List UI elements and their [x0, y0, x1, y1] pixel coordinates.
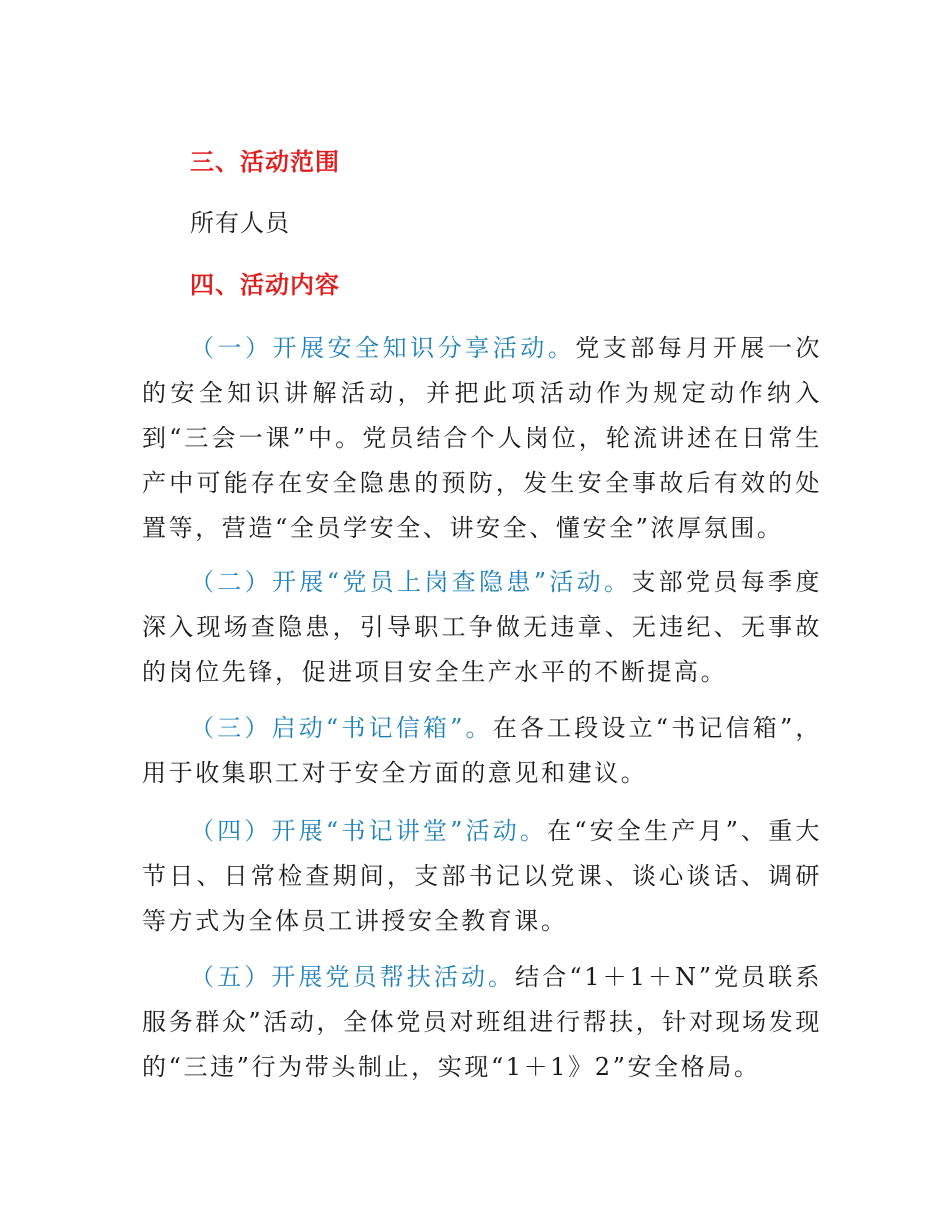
- content-item-3: [142, 706, 822, 796]
- item-body: 结合“1＋1＋N”党员联系服务群众”活动，全体党员对班组进行帮扶，针对现场发现的“三违”行为带头制止，实现“1＋1》2”安全格局。: [142, 963, 822, 1081]
- scope-text: 所有人员: [190, 209, 290, 237]
- item-body: 支部党员每季度深入现场查隐患，引导职工争做无违章、无违纪、无事故的岗位先锋，促进项目安全生产水平的不断提高。: [142, 568, 822, 686]
- item-lead: （二）开展“党员上岗查隐患”活动。: [190, 568, 632, 596]
- item-body: 在各工段设立“书记信箱”，用于收集职工对于安全方面的意见和建议。: [142, 714, 822, 787]
- section-heading-content: 四、活动内容: [190, 271, 340, 299]
- item-body: 党支部每月开展一次的安全知识讲解活动，并把此项活动作为规定动作纳入到“三会一课”中。党员结合个人岗位，轮流讲述在日常生产中可能存在安全隐患的预防，发生安全事故后有效的处置等，营造“全员学安全、讲安全、懂安全”浓厚氛围。: [142, 334, 822, 542]
- item-lead: （三）启动“书记信箱”。: [190, 714, 493, 742]
- content-item-1: [142, 326, 822, 551]
- content-item-5: [142, 955, 822, 1090]
- item-lead: （四）开展“书记讲堂”活动。: [190, 817, 548, 845]
- item-body: 在“安全生产月”、重大节日、日常检查期间，支部书记以党课、谈心谈话、调研等方式为全体员工讲授安全教育课。: [142, 817, 822, 935]
- item-lead: （一）开展安全知识分享活动。: [190, 334, 576, 362]
- section-heading-scope: 三、活动范围: [190, 148, 340, 176]
- content-item-4: [142, 809, 822, 944]
- item-lead: （五）开展党员帮扶活动。: [190, 963, 516, 991]
- content-item-2: [142, 560, 822, 695]
